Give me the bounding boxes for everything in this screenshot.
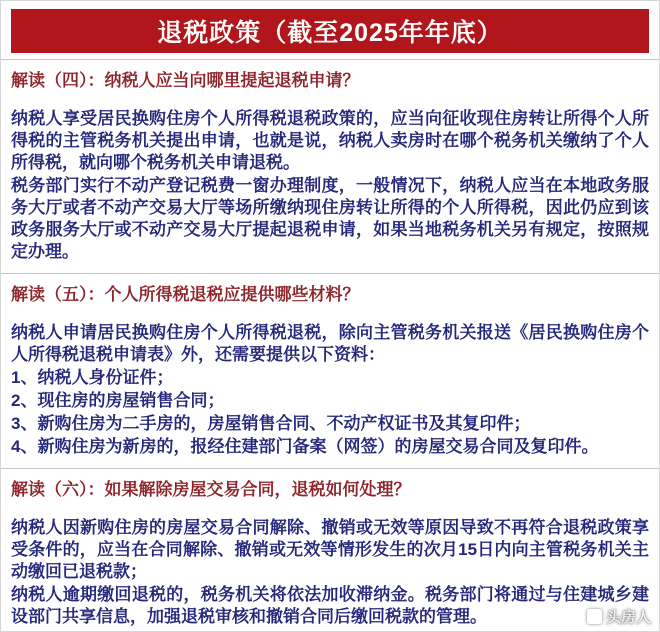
section-4-paragraph-2: 税务部门实行不动产登记税费一窗办理制度，一般情况下，纳税人应当在本地政务服务大厅或者不动产交易大厅等场所缴纳现住房转让所得的个人所得税，因此仍应到该政务服务大厅或不动产交易大厅提起退税申请，如果当地税务机关另有规定，按照规定办理。 [11, 176, 649, 261]
section-5-list-item-2: 2、现住房的房屋销售合同； [11, 391, 225, 410]
section-4-heading: 解读（四）：纳税人应当向哪里提起退税申请？ [11, 71, 360, 90]
watermark-text: 头房人 [605, 609, 651, 626]
section-5-list-item-3: 3、新购住房为二手房的，房屋销售合同、不动产权证书及其复印件； [11, 414, 531, 433]
section-5-intro: 纳税人申请居民换购住房个人所得税退税，除向主管税务机关报送《居民换购住房个人所得税退税申请表》外，还需要提供以下资料： [11, 323, 649, 364]
page-title: 退税政策（截至2025年年底） [157, 19, 503, 47]
section-6-heading: 解读（六）：如果解除房屋交易合同，退税如何处理？ [11, 480, 411, 499]
section-6-paragraph-1: 纳税人因新购住房的房屋交易合同解除、撤销或无效等原因导致不再符合退税政策享受条件的，应当在合同解除、撤销或无效等情形发生的次月15日内向主管税务机关主动缴回已退税款； [11, 518, 649, 581]
section-5-list-item-4: 4、新购住房为新房的，报经住建部门备案（网签）的房屋交易合同及复印件。 [11, 437, 599, 456]
section-5-list-item-1: 1、纳税人身份证件； [11, 368, 174, 387]
section-5-heading: 解读（五）：个人所得税退税应提供哪些材料？ [11, 285, 360, 304]
section-4-paragraph-1: 纳税人享受居民换购住房个人所得税退税政策的，应当向征收现住房转让所得个人所得税的主管税务机关提出申请，也就是说，纳税人卖房时在哪个税务机关缴纳了个人所得税，就向哪个税务机关申请退税。 [11, 109, 649, 172]
content-box [1, 59, 659, 632]
section-interpretation-6 [1, 468, 659, 632]
section-interpretation-5 [1, 273, 659, 468]
section-interpretation-4 [1, 60, 659, 273]
title-banner [11, 9, 649, 53]
section-6-paragraph-2: 纳税人逾期缴回退税的，税务机关将依法加收滞纳金。税务部门将通过与住建城乡建设部门共享信息，加强退税审核和撤销合同后缴回税款的管理。 [11, 585, 649, 626]
